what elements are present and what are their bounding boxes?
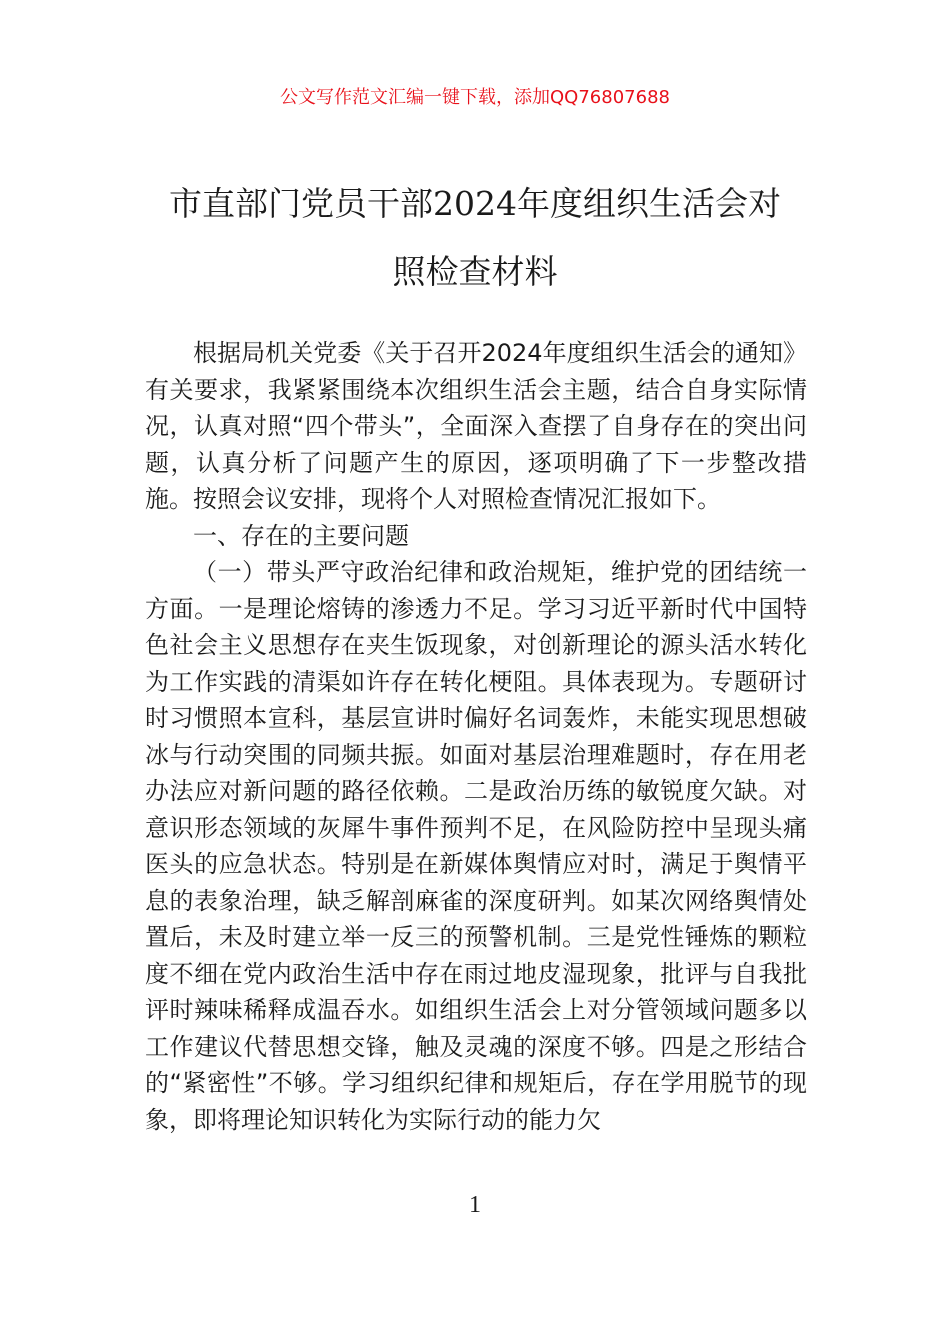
section-heading: 一、存在的主要问题 <box>193 521 409 550</box>
document-title <box>120 170 830 306</box>
title-line-1: 市直部门党员干部2024年度组织生活会对 <box>169 184 781 223</box>
promo-header: 公文写作范文汇编一键下载，添加QQ76807688 <box>280 87 670 108</box>
title-line-2: 照检查材料 <box>392 252 558 291</box>
intro-paragraph: 根据局机关党委《关于召开2024年度组织生活会的通知》有关要求，我紧紧围绕本次组织生活会主题，结合自身实际情况，认真对照“四个带头”，全面深入查摆了自身存在的突出问题，认真分析了问题产生的原因，逐项明确了下一步整改措施。按照会议安排，现将个人对照检查情况汇报如下。 <box>145 339 807 513</box>
body-paragraph: （一）带头严守政治纪律和政治规矩，维护党的团结统一方面。一是理论熔铸的渗透力不足。学习习近平新时代中国特色社会主义思想存在夹生饭现象，对创新理论的源头活水转化为工作实践的清渠如许存在转化梗阻。具体表现为。专题研讨时习惯照本宣科，基层宣讲时偏好名词轰炸，未能实现思想破冰与行动突围的同频共振。如面对基层治理难题时，存在用老办法应对新问题的路径依赖。二是政治历练的敏锐度欠缺。对意识形态领域的灰犀牛事件预判不足，在风险防控中呈现头痛医头的应急状态。特别是在新媒体舆情应对时，满足于舆情平息的表象治理，缺乏解剖麻雀的深度研判。如某次网络舆情处置后，未及时建立举一反三的预警机制。三是党性锤炼的颗粒度不细在党内政治生活中存在雨过地皮湿现象，批评与自我批评时辣味稀释成温吞水。如组织生活会上对分管领域问题多以工作建议代替思想交锋，触及灵魂的深度不够。四是之形结合的“紧密性”不够。学习组织纪律和规矩后，存在学用脱节的现象，即将理论知识转化为实际行动的能力欠 <box>145 558 807 1134</box>
page-number: 1 <box>469 1192 481 1218</box>
document-body <box>145 335 807 1138</box>
